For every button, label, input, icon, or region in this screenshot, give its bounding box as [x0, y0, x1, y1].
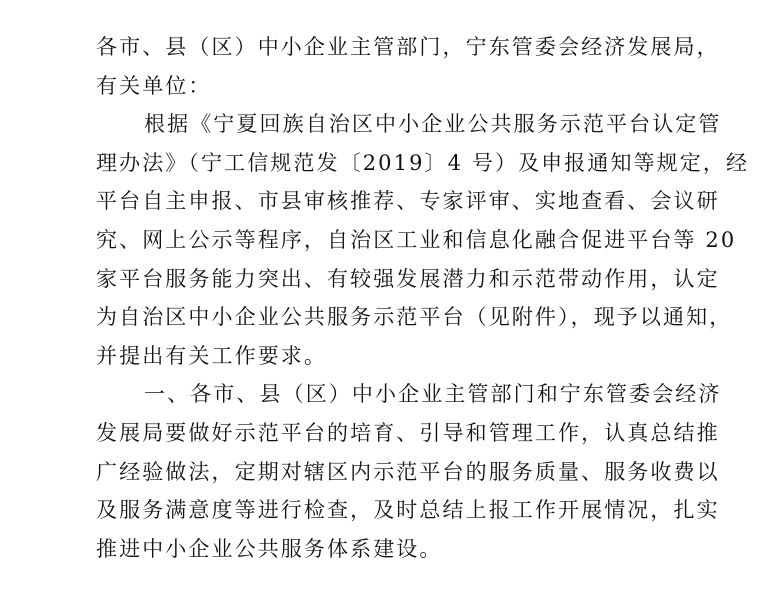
paragraph-first-line: 一、各市、县（区）中小企业主管部门和宁东管委会经济	[144, 382, 722, 407]
text-line: 究、网上公示等程序，自治区工业和信息化融合促进平台等 20	[96, 227, 737, 252]
text-line: 各市、县（区）中小企业主管部门，宁东管委会经济发展局，	[96, 35, 720, 59]
document-page	[96, 28, 750, 568]
text-line: 并提出有关工作要求。	[96, 343, 327, 368]
text-line: 有关单位：	[96, 73, 212, 98]
paragraph-first-line: 根据《宁夏回族自治区中小企业公共服务示范平台认定管	[144, 112, 722, 137]
text-line: 及服务满意度等进行检查，及时总结上报工作开展情况，扎实	[96, 498, 720, 523]
text-line: 推进中小企业公共服务体系建设。	[96, 536, 443, 561]
text-line: 平台自主申报、市县审核推荐、专家评审、实地查看、会议研	[96, 189, 720, 214]
text-line: 广经验做法，定期对辖区内示范平台的服务质量、服务收费以	[96, 459, 720, 484]
text-line: 发展局要做好示范平台的培育、引导和管理工作，认真总结推	[96, 420, 720, 445]
text-line: 家平台服务能力突出、有较强发展潜力和示范带动作用，认定	[96, 266, 720, 291]
text-line: 为自治区中小企业公共服务示范平台（见附件），现予以通知，	[96, 305, 733, 330]
text-line: 理办法》（宁工信规范发〔2019〕4 号）及申报通知等规定，经	[96, 150, 750, 175]
